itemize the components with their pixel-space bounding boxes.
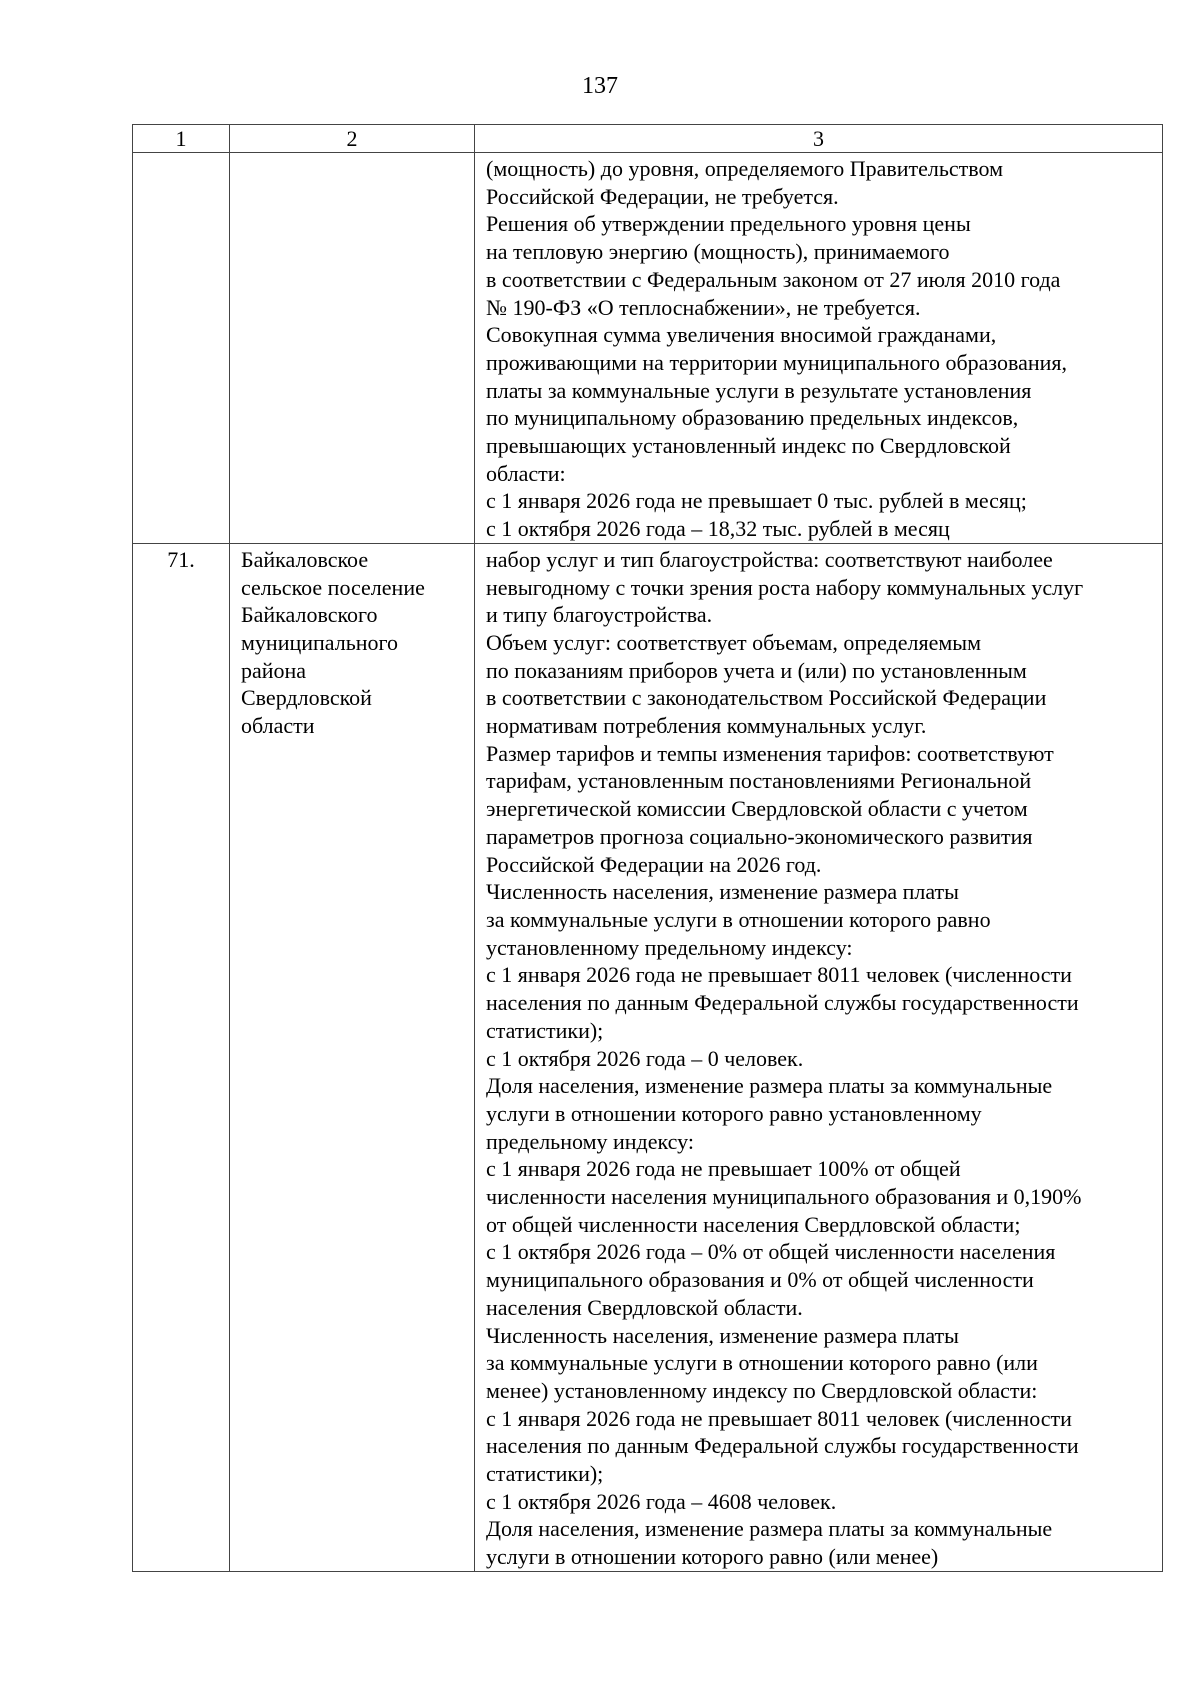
text-line: Объем услуг: соответствует объемам, определяемым <box>486 629 982 655</box>
name-line: области <box>241 713 315 739</box>
text-line: Доля населения, изменение размера платы за коммунальные <box>486 1073 1053 1099</box>
text-line: с 1 января 2026 года не превышает 100% от общей <box>486 1156 961 1182</box>
text-line: в соответствии с законодательством Российской Федерации <box>486 685 1047 711</box>
text-line: от общей численности населения Свердловской области; <box>486 1211 1021 1237</box>
text-line: энергетической комиссии Свердловской области с учетом <box>486 796 1028 822</box>
text-line: набор услуг и тип благоустройства: соответствуют наиболее <box>486 546 1053 572</box>
description-cell <box>475 543 1163 1571</box>
text-line: в соответствии с Федеральным законом от 27 июля 2010 года <box>486 266 1061 292</box>
text-line: услуги в отношении которого равно установленному <box>486 1100 982 1126</box>
text-line: статистики); <box>486 1461 604 1487</box>
text-line: менее) установленному индексу по Свердловской области: <box>486 1377 1038 1403</box>
text-line: проживающими на территории муниципального образования, <box>486 349 1068 375</box>
municipality-name-cell <box>230 153 475 544</box>
text-line: Численность населения, изменение размера платы <box>486 1322 959 1348</box>
text-line: статистики); <box>486 1017 604 1043</box>
text-line: предельному индексу: <box>486 1128 694 1154</box>
name-line: муниципального <box>241 629 399 655</box>
data-table <box>132 124 1163 1572</box>
text-line: (мощность) до уровня, определяемого Правительством <box>486 156 1004 181</box>
text-line: с 1 января 2026 года не превышает 0 тыс. рублей в месяц; <box>486 488 1027 514</box>
text-line: с 1 октября 2026 года – 18,32 тыс. рублей в месяц <box>486 516 950 542</box>
text-line: тарифам, установленным постановлениями Региональной <box>486 768 1032 794</box>
row-number-cell: 71. <box>133 543 230 1571</box>
text-line: области: <box>486 460 566 486</box>
text-line: с 1 октября 2026 года – 0 человек. <box>486 1045 804 1071</box>
text-line: Доля населения, изменение размера платы за коммунальные <box>486 1516 1053 1542</box>
text-line: по показаниям приборов учета и (или) по установленным <box>486 657 1027 683</box>
column-header-2: 2 <box>230 125 475 153</box>
text-line: и типу благоустройства. <box>486 602 713 628</box>
text-line: населения по данным Федеральной службы государственности <box>486 1433 1079 1459</box>
text-line: невыгодному с точки зрения роста набору коммунальных услуг <box>486 574 1084 600</box>
text-line: с 1 октября 2026 года – 0% от общей численности населения <box>486 1239 1056 1265</box>
text-line: с 1 октября 2026 года – 4608 человек. <box>486 1488 837 1514</box>
text-line: населения по данным Федеральной службы государственности <box>486 990 1079 1016</box>
table-row <box>133 153 1163 544</box>
text-line: с 1 января 2026 года не превышает 8011 человек (численности <box>486 1405 1072 1431</box>
name-line: Байкаловское <box>241 546 369 572</box>
text-line: численности населения муниципального образования и 0,190% <box>486 1184 1082 1210</box>
text-line: Совокупная сумма увеличения вносимой гражданами, <box>486 322 997 348</box>
column-header-3: 3 <box>475 125 1163 153</box>
description-cell <box>475 153 1163 544</box>
name-line: сельское поселение <box>241 574 425 600</box>
table-header-row <box>133 125 1163 153</box>
text-line: параметров прогноза социально-экономического развития <box>486 823 1033 849</box>
municipality-name-cell <box>230 543 475 1571</box>
text-line: с 1 января 2026 года не превышает 8011 человек (численности <box>486 962 1072 988</box>
text-line: № 190-ФЗ «О теплоснабжении», не требуется. <box>486 294 921 320</box>
text-line: услуги в отношении которого равно (или менее) <box>486 1544 939 1570</box>
table-row <box>133 543 1163 1571</box>
name-line: Байкаловского <box>241 602 378 628</box>
text-line: по муниципальному образованию предельных индексов, <box>486 405 1019 431</box>
name-line: Свердловской <box>241 685 372 711</box>
text-line: за коммунальные услуги в отношении которого равно (или <box>486 1350 1038 1376</box>
text-line: Размер тарифов и темпы изменения тарифов: соответствуют <box>486 740 1054 766</box>
text-line: муниципального образования и 0% от общей численности <box>486 1267 1034 1293</box>
text-line: Решения об утверждении предельного уровня цены <box>486 211 971 237</box>
column-header-1: 1 <box>133 125 230 153</box>
text-line: установленному предельному индексу: <box>486 934 853 960</box>
name-line: района <box>241 657 307 683</box>
text-line: Российской Федерации на 2026 год. <box>486 851 822 877</box>
text-line: платы за коммунальные услуги в результате установления <box>486 377 1032 403</box>
text-line: превышающих установленный индекс по Свердловской <box>486 433 1011 459</box>
text-line: Российской Федерации, не требуется. <box>486 183 839 209</box>
text-line: населения Свердловской области. <box>486 1294 803 1320</box>
text-line: за коммунальные услуги в отношении которого равно <box>486 906 991 932</box>
text-line: на тепловую энергию (мощность), принимаемого <box>486 239 950 265</box>
text-line: Численность населения, изменение размера платы <box>486 879 959 905</box>
page-number: 137 <box>582 73 618 99</box>
row-number-cell <box>133 153 230 544</box>
text-line: нормативам потребления коммунальных услуг. <box>486 713 927 739</box>
